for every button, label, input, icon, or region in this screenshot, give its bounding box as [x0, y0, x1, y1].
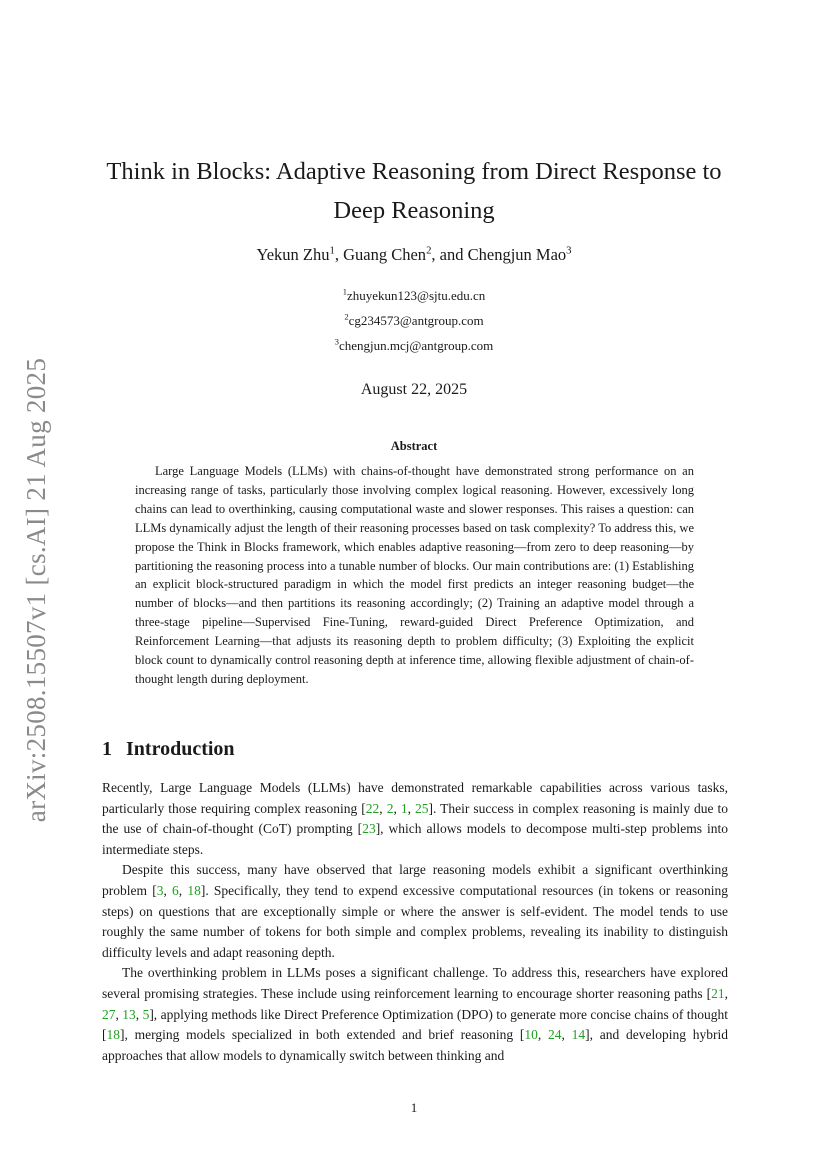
citation-link[interactable]: 13: [122, 1006, 136, 1022]
citation-link[interactable]: 5: [142, 1006, 150, 1022]
text-run: ], and developing hybrid approaches that allow models to dynamically switch between thinking and: [102, 1027, 729, 1063]
email-address: chengjun.mcj@antgroup.com: [339, 338, 494, 353]
text-run: ]. Specifically, they tend to expend excessive computational resources (in tokens or reasoning steps) on questions that are exceptionally simple or where the answer is self-evident. The model tends to use roughly the same number of tokens for both simple and complex problems, revealing its inability to distinguish difficulty levels and adapt reasoning depth.: [102, 882, 728, 960]
author-separator: ,: [334, 245, 344, 264]
text-run: ,: [178, 882, 188, 898]
citation-link[interactable]: 21: [711, 985, 725, 1001]
citation-link[interactable]: 24: [548, 1027, 562, 1043]
citation-link[interactable]: 22: [365, 800, 380, 816]
author-name: Chengjun Mao: [467, 245, 567, 264]
citation-link[interactable]: 10: [524, 1027, 538, 1043]
email-address: zhuyekun123@sjtu.edu.cn: [346, 288, 486, 303]
text-run: ], which allows models to decompose multi-step problems into intermediate steps.: [102, 821, 728, 857]
email-address: cg234573@antgroup.com: [348, 313, 484, 328]
author-email[interactable]: [100, 288, 728, 304]
paper-title: Think in Blocks: Adaptive Reasoning from Direct Response to Deep Reasoning: [106, 158, 722, 224]
text-run: ]. Their success in complex reasoning is mainly due to the use of chain-of-thought (CoT) prompting [: [102, 800, 729, 837]
author-affiliation-mark: 1: [329, 244, 335, 257]
section-title: Introduction: [126, 738, 235, 760]
author-email[interactable]: [100, 338, 728, 354]
text-run: ,: [163, 882, 173, 898]
abstract-text: Large Language Models (LLMs) with chains-of-thought have demonstrated strong performance on an increasing range of tasks, particularly those involving complex logical reasoning. However, excessively long chains can lead to overthinking, causing computational waste and slower responses. This raises a question: can LLMs dynamically adjust the length of their reasoning processes based on task complexity? To address this, we propose the Think in Blocks framework, which enables adaptive reasoning—from zero to deep reasoning—by partitioning the reasoning process into a tunable number of blocks. Our main contributions are: (1) Establishing an explicit block-structured paradigm in which the model first predicts an integer reasoning budget—the number of blocks—and then partitions its reasoning accordingly; (2) Training an adaptive model through a three-stage pipeline—Supervised Fine-Tuning, reward-guided Direct Preference Optimization, and Reinforcement Learning—that adjusts its reasoning depth to problem difficulty; (3) Exploiting the explicit block count to dynamically control reasoning depth at inference time, allowing flexible adjustment of chain-of-thought length during deployment.: [135, 464, 694, 686]
author-separator: , and: [431, 245, 468, 264]
introduction-body: [102, 778, 728, 1066]
text-run: ,: [561, 1027, 572, 1043]
citation-link[interactable]: 6: [172, 882, 179, 898]
email-mark: 2: [344, 311, 349, 322]
text-run: ,: [135, 1006, 143, 1022]
author-list: [100, 245, 728, 265]
section-number: 1: [102, 738, 112, 760]
text-run: The overthinking problem in LLMs poses a significant challenge. To address this, researchers have explored several promising strategies. These include using reinforcement learning to encourage shorter reasoning paths [: [102, 965, 728, 1001]
citation-link[interactable]: 3: [156, 882, 164, 898]
publication-date: August 22, 2025: [360, 381, 468, 398]
text-run: ,: [115, 1006, 123, 1022]
citation-link[interactable]: 18: [187, 882, 201, 898]
author-email[interactable]: [100, 313, 728, 329]
email-mark: 3: [334, 336, 339, 347]
author-affiliation-mark: 3: [566, 244, 572, 257]
page-number: 1: [410, 1100, 418, 1115]
author-name: Yekun Zhu: [256, 245, 330, 264]
paragraph: [102, 860, 728, 963]
section-heading: [102, 738, 235, 761]
email-mark: 1: [342, 286, 347, 297]
text-run: ,: [379, 800, 387, 816]
citation-link[interactable]: 23: [362, 821, 376, 837]
citation-link[interactable]: 25: [415, 800, 429, 816]
citation-link[interactable]: 14: [571, 1027, 586, 1043]
text-run: ,: [393, 800, 401, 816]
citation-link[interactable]: 2: [386, 800, 394, 816]
text-run: ], applying methods like Direct Preference Optimization (DPO) to generate more concise chains of thought [: [102, 1006, 729, 1043]
text-run: ,: [407, 800, 415, 816]
text-run: ,: [537, 1027, 548, 1043]
arxiv-identifier: arXiv:2508.15507v1 [cs.AI] 21 Aug 2025: [21, 357, 51, 823]
abstract-heading: Abstract: [390, 439, 438, 453]
text-run: ,: [724, 985, 728, 1001]
text-run: Despite this success, many have observed that large reasoning models exhibit a significant overthinking problem [: [102, 862, 728, 898]
paragraph: [102, 778, 728, 860]
citation-link[interactable]: 27: [102, 1006, 116, 1022]
citation-link[interactable]: 18: [106, 1027, 120, 1043]
text-run: Recently, Large Language Models (LLMs) have demonstrated remarkable capabilities across various tasks, particularly those requiring complex reasoning [: [102, 780, 728, 816]
author-affiliation-mark: 2: [426, 244, 432, 257]
paragraph: [102, 963, 728, 1066]
author-name: Guang Chen: [343, 245, 427, 264]
text-run: ], merging models specialized in both extended and brief reasoning [: [120, 1027, 525, 1043]
citation-link[interactable]: 1: [400, 800, 408, 816]
